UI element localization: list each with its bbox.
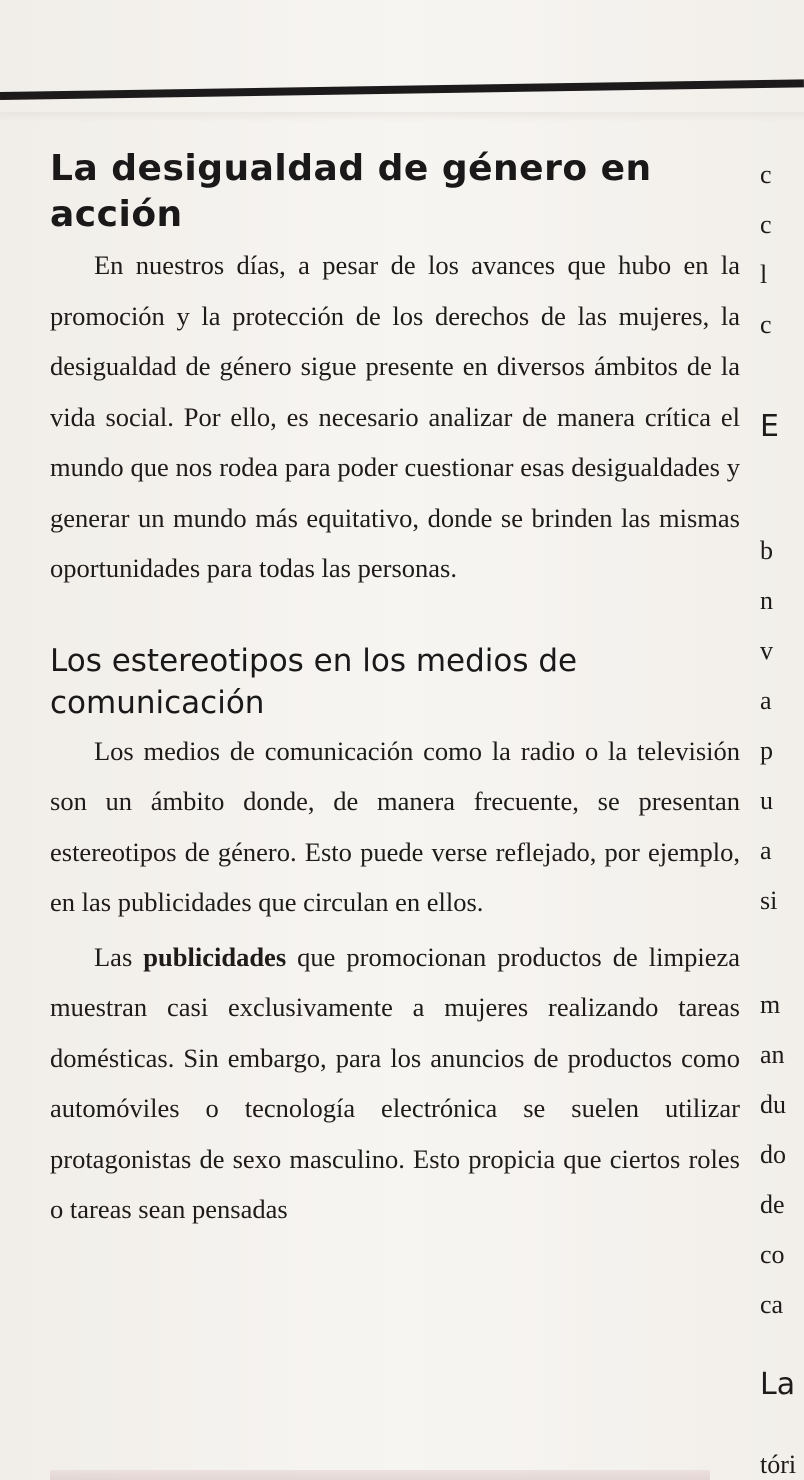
fragment: c xyxy=(760,210,772,239)
fragment: si xyxy=(760,886,778,915)
fragment: tóri xyxy=(760,1450,797,1479)
fragment: l xyxy=(760,260,768,289)
fragment: c xyxy=(760,310,772,339)
fragment: c xyxy=(760,160,772,189)
fragment: m xyxy=(760,990,781,1019)
fragment: ca xyxy=(760,1290,784,1319)
rule-shadow xyxy=(0,112,804,122)
intro-paragraph: En nuestros días, a pesar de los avances que hubo en la promoción y la protección de los derechos de las mujeres, la desigualdad de género sigue presente en diversos ámbitos de la vida social. Por ello, es necesario analizar de manera crítica el mundo que nos rodea para poder cuestionar esas desigualdades y generar un mundo más equitativo, donde se brinden las mismas oportunidades para todas las personas. xyxy=(50,250,740,583)
fragment: v xyxy=(760,636,773,665)
advertising-paragraph-rest: que promocionan productos de limpieza muestran casi exclusivamente a mujeres realizando tareas domésticas. Sin embargo, para los anuncios de productos como automóviles o tecnología electrónica se suelen utilizar protagonistas de sexo masculino. Esto propicia que ciertos roles o tareas sean pensadas xyxy=(50,941,740,1224)
fragment: b xyxy=(760,536,773,565)
fragment: a xyxy=(760,836,772,865)
advertising-paragraph-start: Las xyxy=(94,941,144,972)
fragment: an xyxy=(760,1040,785,1069)
article-title: La desigualdad de género en acción xyxy=(50,148,652,235)
fragment-heading: E xyxy=(760,409,779,444)
fragment: co xyxy=(760,1240,785,1269)
bottom-band xyxy=(50,1470,710,1480)
left-column xyxy=(50,146,740,1235)
bold-term-publicidades: publicidades xyxy=(143,941,287,972)
fragment: u xyxy=(760,786,773,815)
fragment: p xyxy=(760,736,773,765)
fragment: do xyxy=(760,1140,786,1169)
section-title: Los estereotipos en los medios de comunicación xyxy=(50,642,578,721)
right-column-fragments xyxy=(760,140,804,1480)
top-rule xyxy=(0,79,804,100)
fragment: du xyxy=(760,1090,786,1119)
fragment: a xyxy=(760,686,772,715)
fragment-heading: La xyxy=(760,1367,796,1402)
fragment: n xyxy=(760,586,773,615)
fragment: de xyxy=(760,1190,785,1219)
media-paragraph: Los medios de comunicación como la radio o la televisión son un ámbito donde, de manera frecuente, se presentan estereotipos de género. Esto puede verse reflejado, por ejemplo, en las publicidades que circulan en ellos. xyxy=(50,735,740,917)
advertising-paragraph xyxy=(50,932,740,1235)
